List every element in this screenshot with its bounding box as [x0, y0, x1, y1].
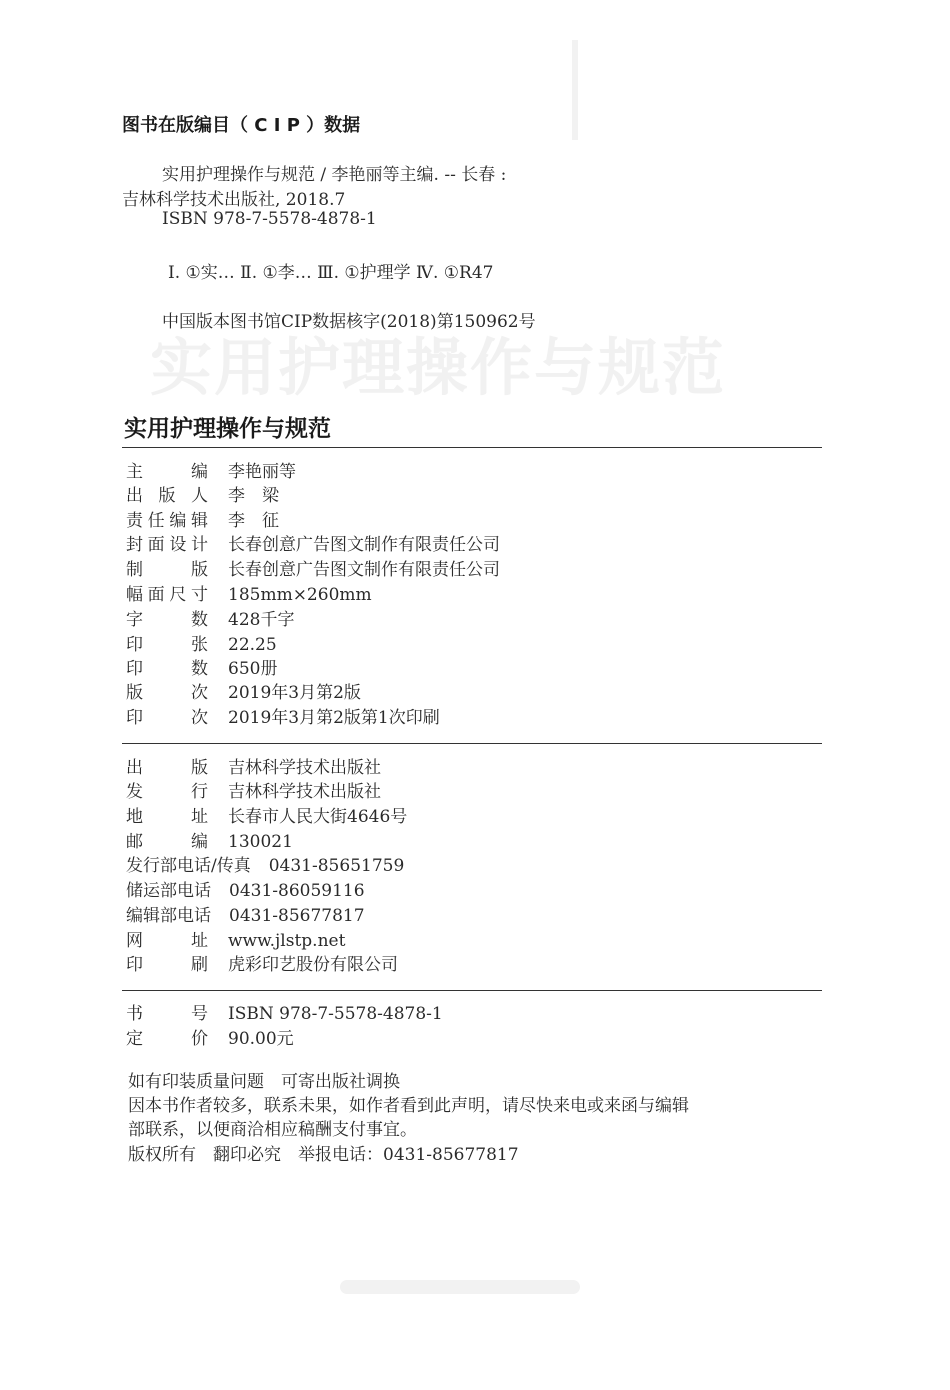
publisher-row	[126, 904, 365, 928]
detail-label: 封面设计	[126, 535, 208, 555]
detail-row	[126, 533, 500, 557]
detail-value: 22.25	[228, 635, 277, 655]
bleed-through-mark	[340, 1280, 580, 1294]
pricing-row	[126, 1027, 294, 1051]
publisher-value: www.jlstp.net	[228, 931, 346, 951]
detail-row	[126, 706, 440, 730]
publisher-value: 吉林科学技术出版社	[228, 782, 381, 802]
publisher-row	[126, 929, 345, 953]
publisher-value: 0431-86059116	[229, 881, 365, 901]
publisher-row	[126, 830, 293, 854]
publisher-label: 出 版	[126, 758, 208, 778]
detail-value: 长春创意广告图文制作有限责任公司	[228, 535, 500, 555]
publisher-label: 印 刷	[126, 955, 208, 975]
notice-line: 因本书作者较多，联系未果，如作者看到此声明，请尽快来电或来函与编辑	[128, 1096, 689, 1116]
publisher-row	[126, 805, 407, 829]
publisher-row	[126, 953, 398, 977]
book-title: 实用护理操作与规范	[124, 416, 331, 442]
publisher-label: 发行部电话/传真	[126, 856, 251, 876]
publisher-row	[126, 780, 381, 804]
publisher-row	[126, 879, 365, 903]
publisher-value: 130021	[228, 832, 293, 852]
publisher-row	[126, 854, 404, 878]
publisher-row	[126, 756, 381, 780]
publisher-label: 储运部电话	[126, 881, 211, 901]
detail-value: 李艳丽等	[228, 462, 296, 482]
publisher-value: 0431-85651759	[268, 856, 405, 876]
publisher-value: 吉林科学技术出版社	[228, 758, 381, 778]
detail-row	[126, 608, 294, 632]
detail-value: 428千字	[228, 610, 295, 630]
notice-line: 如有印装质量问题 可寄出版社调换	[128, 1072, 400, 1092]
detail-row	[126, 657, 277, 681]
detail-row	[126, 509, 279, 533]
detail-row	[126, 633, 277, 657]
detail-value: 2019年3月第2版	[228, 683, 361, 703]
cip-number: 中国版本图书馆CIP数据核字(2018)第150962号	[162, 312, 536, 332]
detail-label: 主 编	[126, 462, 208, 482]
detail-row	[126, 484, 279, 508]
detail-value: 650册	[228, 659, 278, 679]
detail-value: 2019年3月第2版第1次印刷	[228, 708, 440, 728]
detail-row	[126, 460, 296, 484]
cip-title-line: 实用护理操作与规范 / 李艳丽等主编. -- 长春 :	[162, 165, 507, 185]
detail-label: 责任编辑	[126, 511, 208, 531]
cip-publisher-line: 吉林科学技术出版社, 2018.7	[122, 190, 346, 210]
publisher-label: 编辑部电话	[126, 906, 211, 926]
pricing-value: ISBN 978-7-5578-4878-1	[228, 1004, 443, 1024]
publisher-label: 网 址	[126, 931, 208, 951]
divider	[122, 990, 822, 991]
detail-row	[126, 558, 500, 582]
publisher-label: 邮 编	[126, 832, 208, 852]
pricing-label: 书 号	[126, 1004, 208, 1024]
cip-classification: Ⅰ. ①实… Ⅱ. ①李… Ⅲ. ①护理学 Ⅳ. ①R47	[168, 263, 494, 283]
pricing-label: 定 价	[126, 1029, 208, 1049]
pricing-row	[126, 1002, 443, 1026]
detail-value: 李 征	[228, 511, 279, 531]
detail-label: 印 次	[126, 708, 208, 728]
divider	[122, 743, 822, 744]
cip-isbn: ISBN 978-7-5578-4878-1	[162, 209, 377, 229]
divider	[122, 447, 822, 448]
publisher-label: 发 行	[126, 782, 208, 802]
detail-label: 幅面尺寸	[126, 585, 208, 605]
detail-label: 制 版	[126, 560, 208, 580]
cip-heading: 图书在版编目（ C I P ）数据	[122, 115, 361, 136]
pricing-value: 90.00元	[228, 1029, 294, 1049]
detail-row	[126, 583, 372, 607]
detail-value: 185mm×260mm	[228, 585, 372, 605]
detail-value: 长春创意广告图文制作有限责任公司	[228, 560, 500, 580]
detail-label: 印 数	[126, 659, 208, 679]
detail-label: 字 数	[126, 610, 208, 630]
bleed-through-title: 实用护理操作与规范	[150, 331, 727, 404]
detail-row	[126, 681, 361, 705]
publisher-label: 地 址	[126, 807, 208, 827]
publisher-value: 长春市人民大街4646号	[228, 807, 408, 827]
detail-label: 印 张	[126, 635, 208, 655]
publisher-value: 0431-85677817	[229, 906, 365, 926]
notice-line: 部联系，以便商洽相应稿酬支付事宜。	[128, 1120, 417, 1140]
detail-value: 李 梁	[228, 486, 279, 506]
detail-label: 版 次	[126, 683, 208, 703]
bleed-through-mark	[572, 40, 578, 140]
publisher-value: 虎彩印艺股份有限公司	[228, 955, 398, 975]
detail-label: 出 版 人	[126, 486, 208, 506]
notice-line: 版权所有 翻印必究 举报电话：0431-85677817	[128, 1145, 519, 1165]
